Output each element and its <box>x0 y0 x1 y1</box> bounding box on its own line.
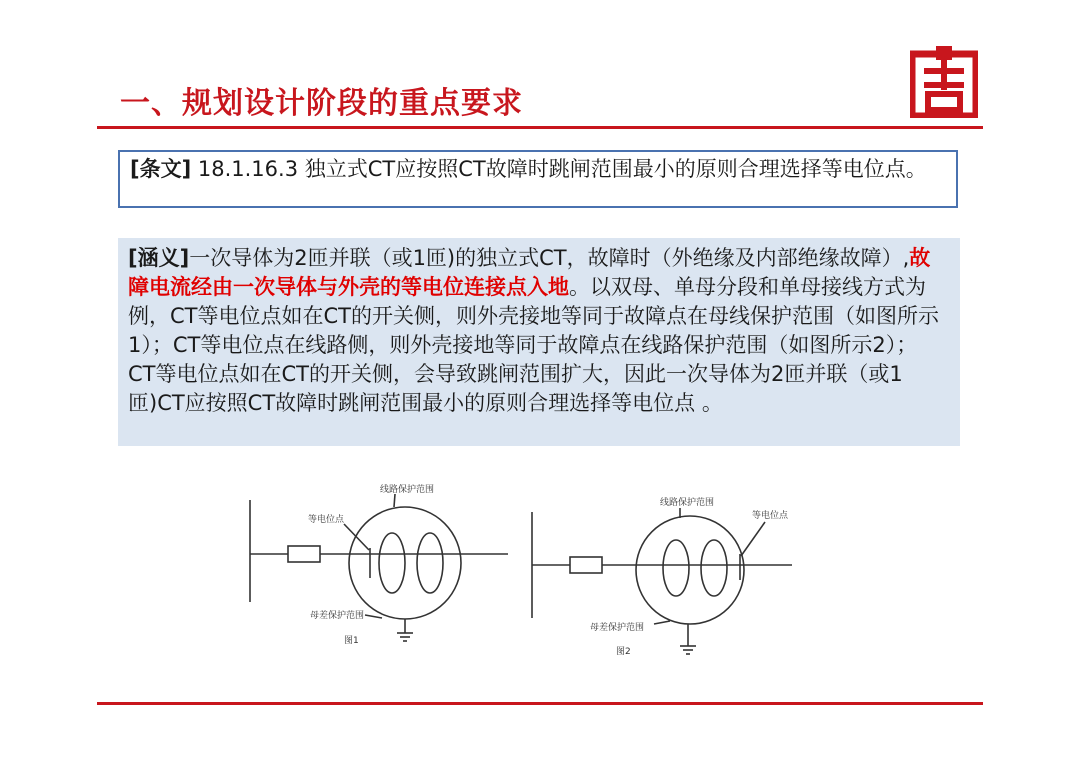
clause-box <box>118 150 958 208</box>
figure-1-diagram <box>250 494 508 641</box>
meaning-text-before: 一次导体为2匝并联（或1匝)的独立式CT，故障时（外绝缘及内部绝缘故障）, <box>189 246 910 270</box>
slide-title: 一、规划设计阶段的重点要求 <box>120 86 523 121</box>
fig1-caption: 图1 <box>344 636 359 646</box>
title-divider <box>97 126 983 129</box>
meaning-text-after: 。以双母、单母分段和单母接线方式为例，CT等电位点如在CT的开关侧，则外壳接地等同于故障点在母线保护范围（如图所示1）；CT等电位点在线路侧，则外壳接地等同于故障点在线路保护范围（如图所示2）； CT等电位点如在CT的开关侧，会导致跳闸范围扩大，因此一次导体为2匝并联（或1匝)CT应按照CT故障时跳闸范围最小的原则合理选择等电位点 。 <box>128 275 939 415</box>
fig2-caption: 图2 <box>616 647 631 657</box>
fig1-busbar-protection-label: 母差保护范围 <box>310 611 365 621</box>
figure-2-diagram <box>532 508 792 654</box>
fig2-line-protection-label: 线路保护范围 <box>660 498 715 508</box>
ct-diagrams <box>240 478 800 678</box>
footer-divider <box>97 702 983 705</box>
meaning-box <box>118 238 960 446</box>
meaning-highlight: 故障电流经由一次导体与外壳的等电位连接点入地 <box>128 246 931 299</box>
fig1-line-protection-label: 线路保护范围 <box>380 485 435 495</box>
fig2-busbar-protection-label: 母差保护范围 <box>590 623 645 633</box>
clause-text: 18.1.16.3 独立式CT应按照CT故障时跳闸范围最小的原则合理选择等电位点。 <box>191 157 927 181</box>
meaning-tag: [涵义] <box>128 246 190 270</box>
company-logo <box>910 46 978 118</box>
clause-tag: [条文] <box>130 157 192 181</box>
fig2-equipotential-label: 等电位点 <box>752 511 789 521</box>
fig1-equipotential-label: 等电位点 <box>308 515 345 525</box>
